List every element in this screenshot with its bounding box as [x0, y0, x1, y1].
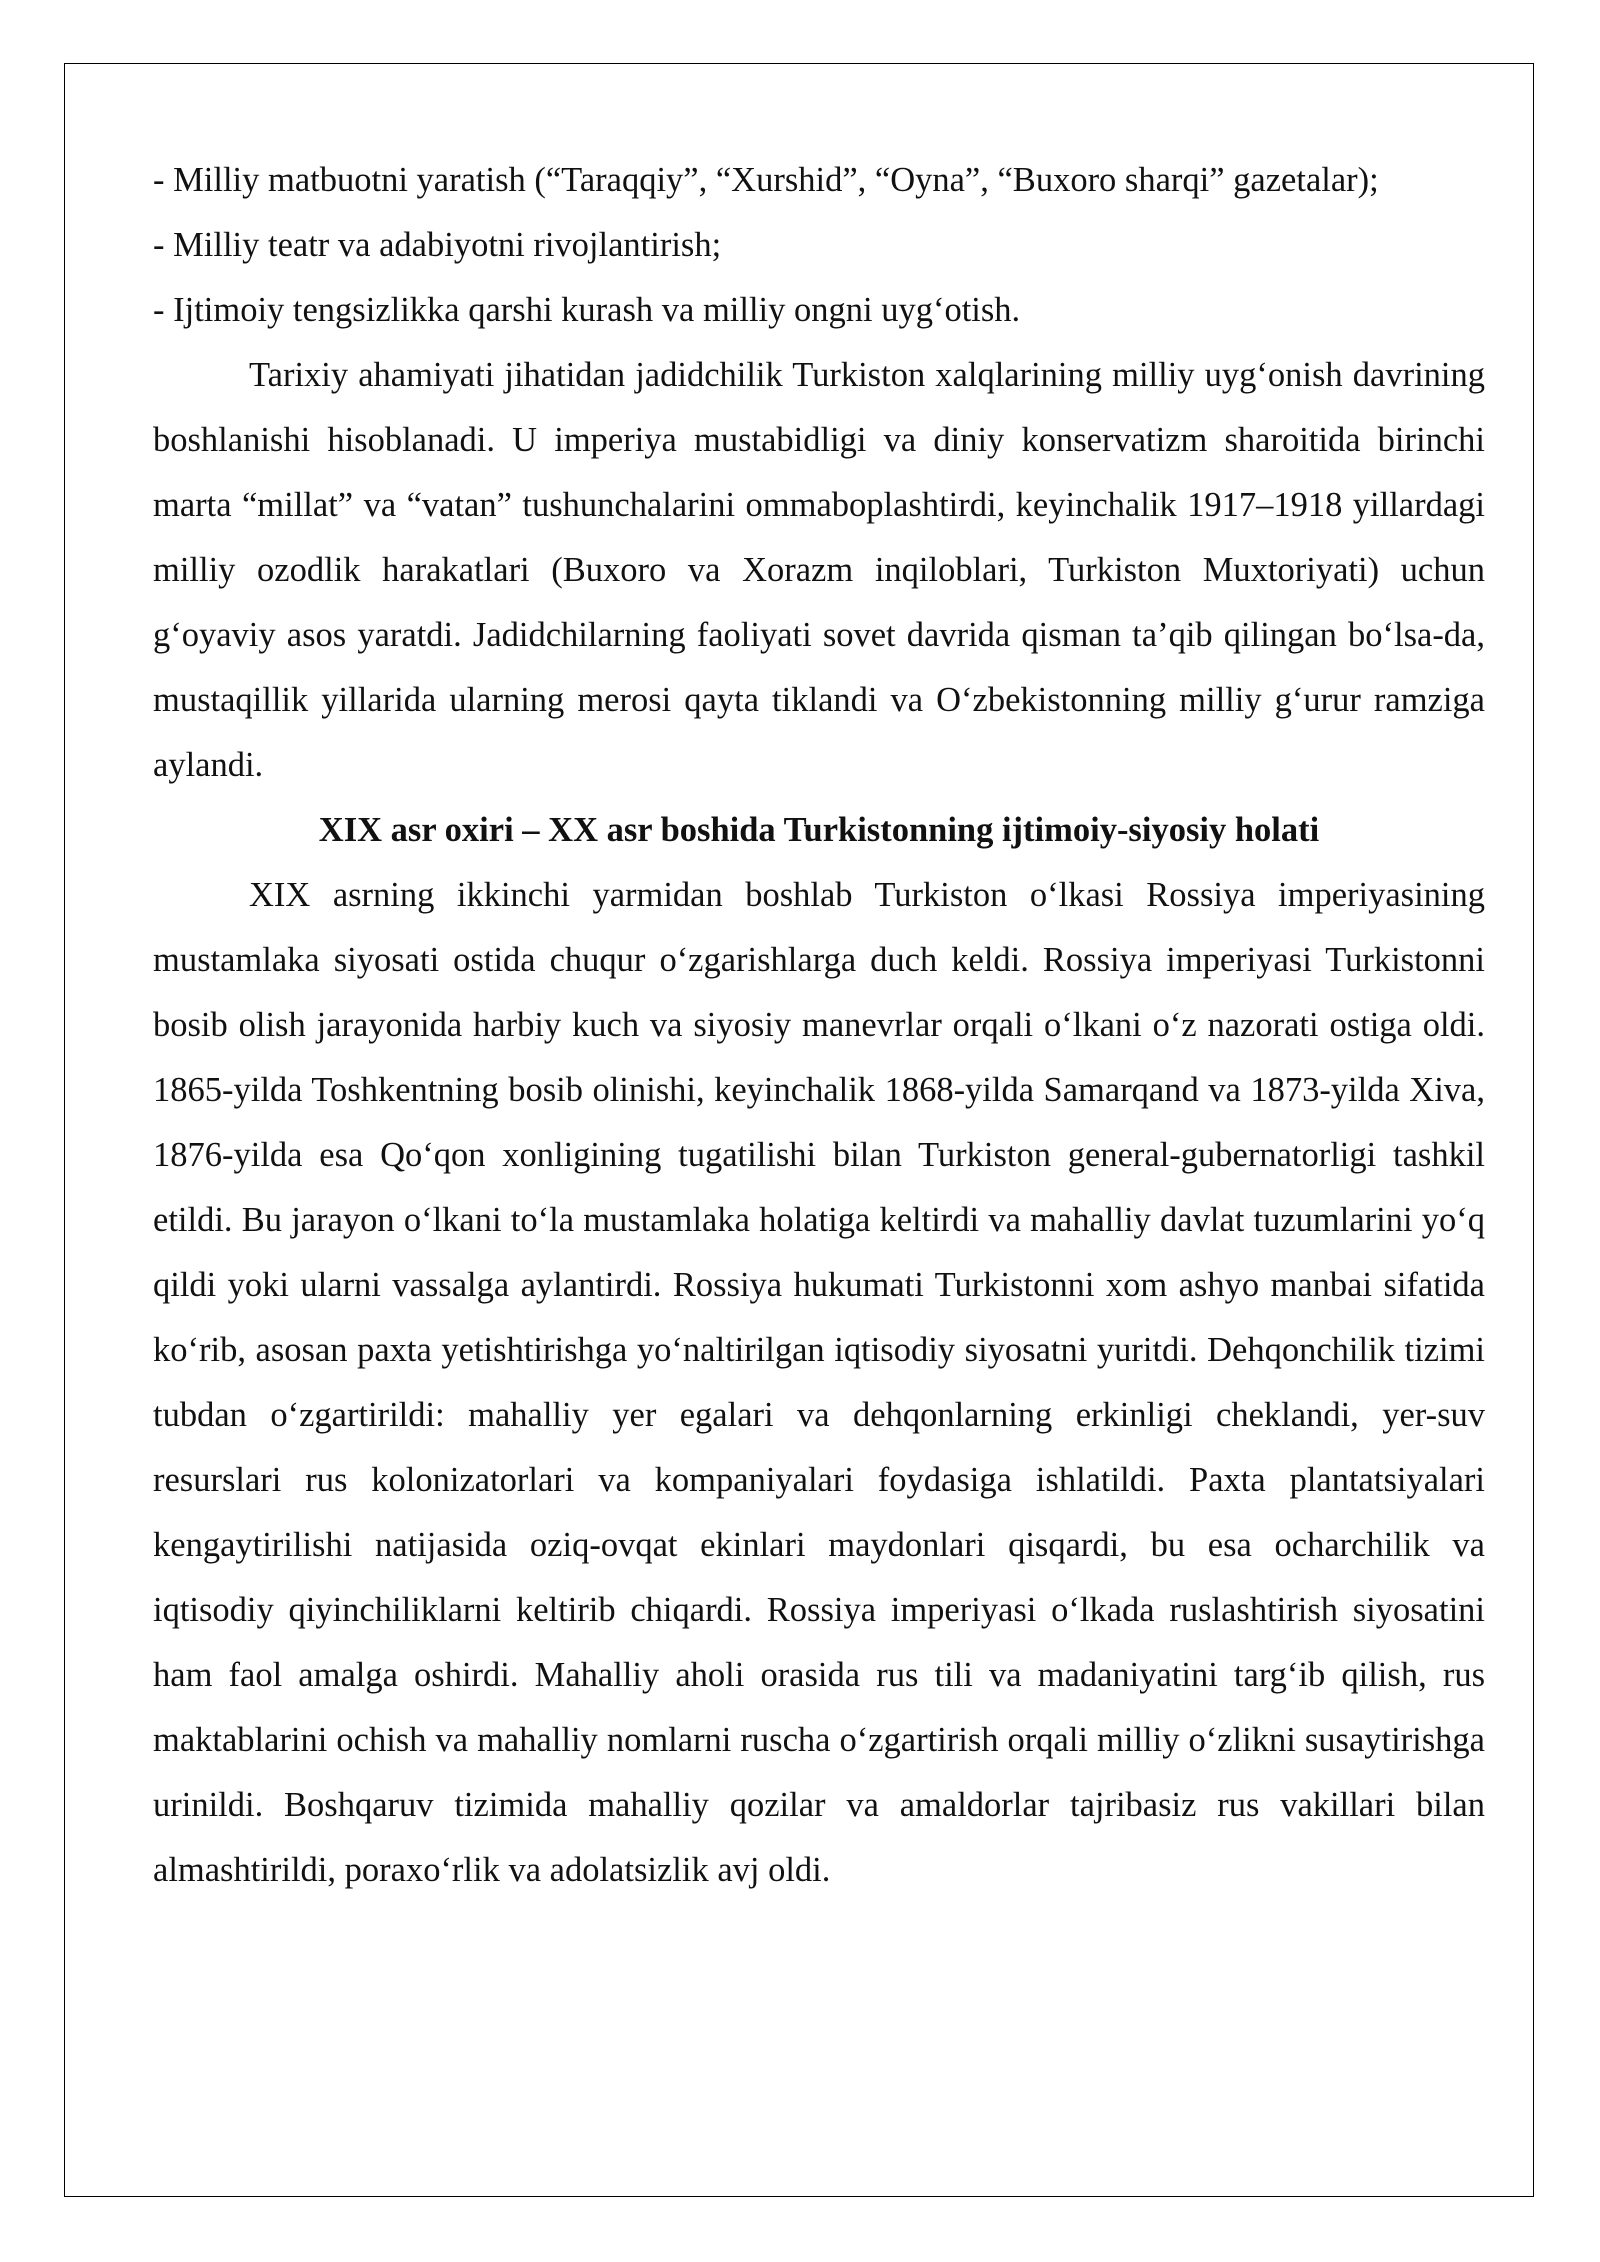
- bullet-item: - Milliy teatr va adabiyotni rivojlantirish;: [153, 226, 722, 264]
- section-heading: XIX asr oxiri – XX asr boshida Turkistonning ijtimoiy-siyosiy holati: [318, 811, 1320, 849]
- bullet-item: - Milliy matbuotni yaratish (“Taraqqiy”, “Xurshid”, “Oyna”, “Buxoro sharqi” gazetalar);: [153, 161, 1379, 199]
- bullet-item: - Ijtimoiy tengsizlikka qarshi kurash va milliy ongni uyg‘otish.: [153, 291, 1021, 329]
- paragraph: Tarixiy ahamiyati jihatidan jadidchilik Turkiston xalqlarining milliy uyg‘onish davrining boshlanishi hisoblanadi. U imperiya mustabidligi va diniy konservatizm sharoitida birinchi marta “millat” va “vatan” tushunchalarini ommaboplashtirdi, keyinchalik 1917–1918 yillardagi milliy ozodlik harakatlari (Buxoro va Xorazm inqiloblari, Turkiston Muxtoriyati) uchun g‘oyaviy asos yaratdi. Jadidchilarning faoliyati sovet davrida qisman ta’qib qilingan bo‘lsa-da, mustaqillik yillarida ularning merosi qayta tiklandi va O‘zbekistonning milliy g‘urur ramziga aylandi.: [153, 356, 1485, 784]
- paragraph: XIX asrning ikkinchi yarmidan boshlab Turkiston o‘lkasi Rossiya imperiyasining mustamlaka siyosati ostida chuqur o‘zgarishlarga duch keldi. Rossiya imperiyasi Turkistonni bosib olish jarayonida harbiy kuch va siyosiy manevrlar orqali o‘lkani o‘z nazorati ostiga oldi. 1865-yilda Toshkentning bosib olinishi, keyinchalik 1868-yilda Samarqand va 1873-yilda Xiva, 1876-yilda esa Qo‘qon xonligining tugatilishi bilan Turkiston general-gubernatorligi tashkil etildi. Bu jarayon o‘lkani to‘la mustamlaka holatiga keltirdi va mahalliy davlat tuzumlarini yo‘q qildi yoki ularni vassalga aylantirdi. Rossiya hukumati Turkistonni xom ashyo manbai sifatida ko‘rib, asosan paxta yetishtirishga yo‘naltirilgan iqtisodiy siyosatni yuritdi. Dehqonchilik tizimi tubdan o‘zgartirildi: mahalliy yer egalari va dehqonlarning erkinligi cheklandi, yer-suv resurslari rus kolonizatorlari va kompaniyalari foydasiga ishlatildi. Paxta plantatsiyalari kengaytirilishi natijasida oziq-ovqat ekinlari maydonlari qisqardi, bu esa ocharchilik va iqtisodiy qiyinchiliklarni keltirib chiqardi. Rossiya imperiyasi o‘lkada ruslashtirish siyosatini ham faol amalga oshirdi. Mahalliy aholi orasida rus tili va madaniyatini targ‘ib qilish, rus maktablarini ochish va mahalliy nomlarni ruscha o‘zgartirish orqali milliy o‘zlikni susaytirishga urinildi. Boshqaruv tizimida mahalliy qozilar va amaldorlar tajribasiz rus vakillari bilan almashtirildi, poraxo‘rlik va adolatsizlik avj oldi.: [153, 876, 1485, 1889]
- document-body: [153, 148, 1485, 1903]
